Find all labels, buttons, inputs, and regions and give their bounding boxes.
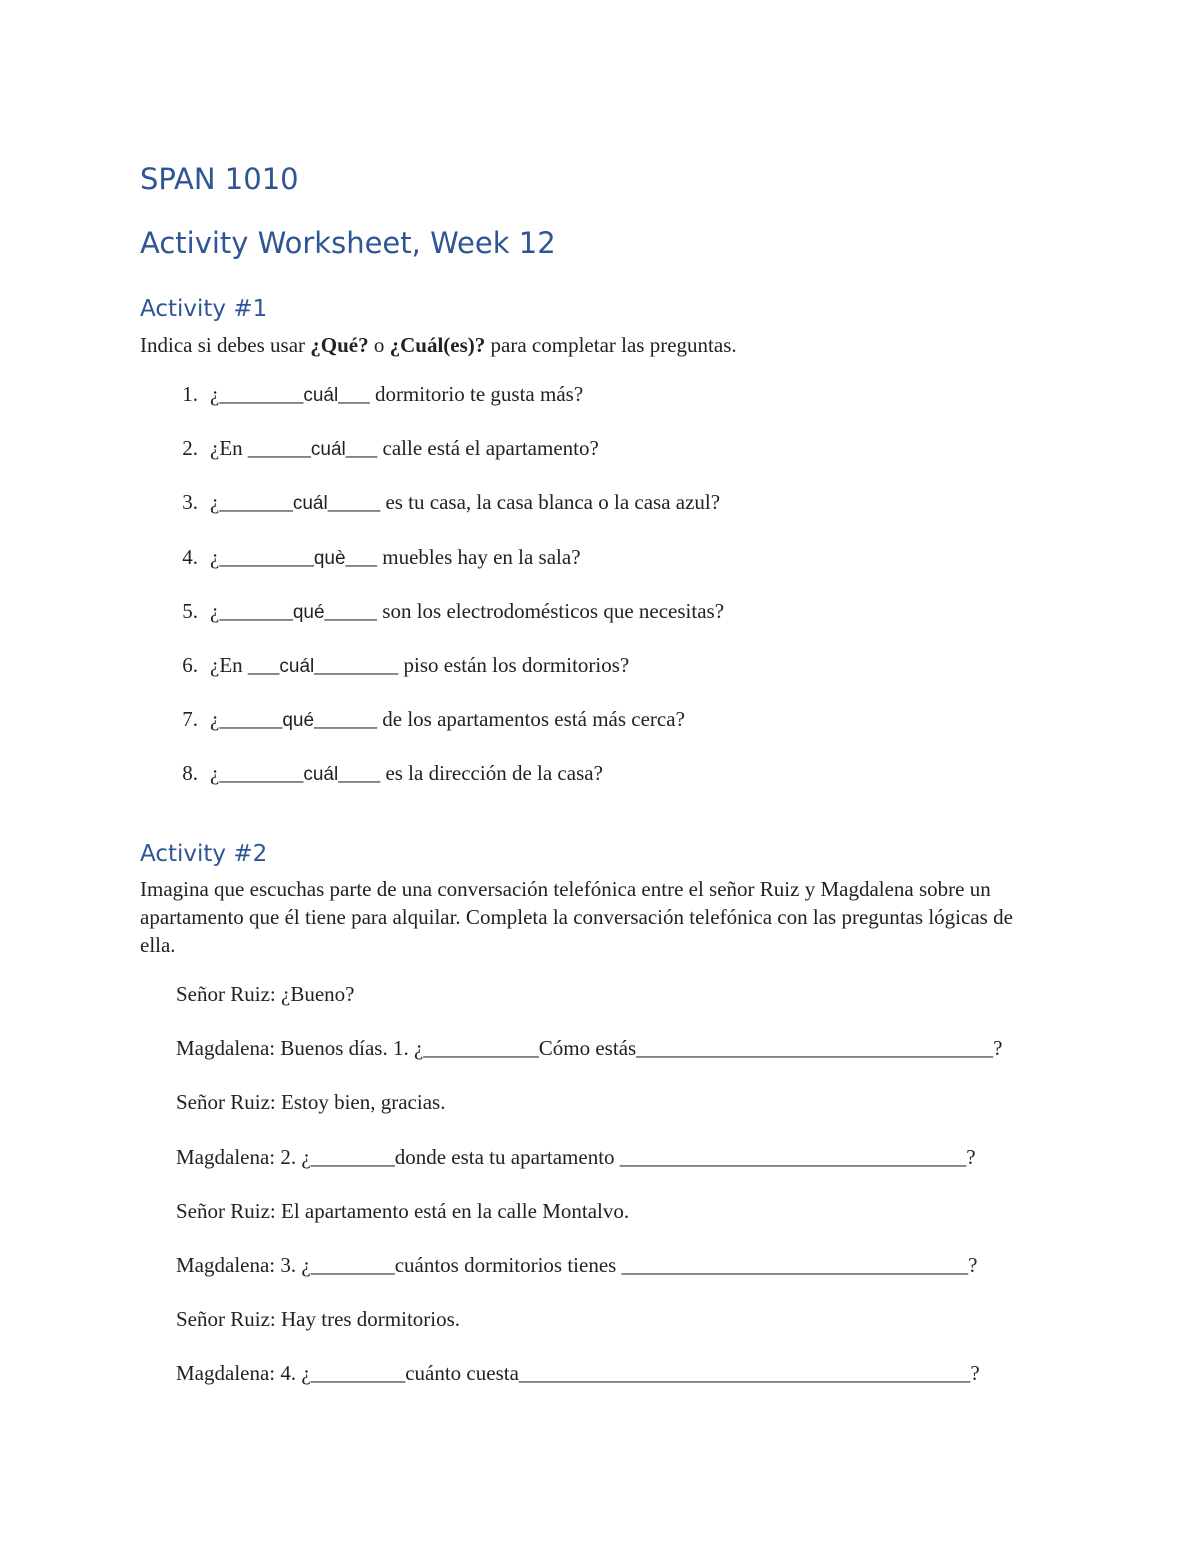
question-answer: què: [313, 547, 346, 569]
question-suffix: ______ de los apartamentos está más cerca?: [314, 707, 685, 732]
instruction-text: para completar las preguntas.: [485, 333, 737, 357]
dialogue-text: 2. ¿________donde esta tu apartamento _________________________________?: [275, 1144, 976, 1169]
question-answer: cuál: [279, 655, 315, 677]
activity2-instruction: Imagina que escuchas parte de una conversación telefónica entre el señor Ruiz y Magdalena sobre un apartamento que él tiene para alquilar. Completa la conversación telefónica con las preguntas lógicas de ella.: [140, 877, 1013, 957]
dialogue-text: Hay tres dormitorios.: [275, 1307, 461, 1332]
dialogue-line: [176, 1249, 1003, 1303]
question-answer: qué: [282, 710, 315, 732]
question-text: [210, 703, 685, 737]
dialogue-text: El apartamento está en la calle Montalvo.: [275, 1198, 630, 1223]
dialogue-text: 4. ¿_________cuánto cuesta___________________________________________?: [275, 1361, 980, 1386]
question-number: 6.: [182, 652, 198, 677]
question-answer: cuál: [310, 439, 346, 461]
question-text: [210, 757, 603, 791]
question-prefix: ¿________: [210, 382, 304, 406]
question-answer: cuál: [292, 493, 328, 515]
instruction-text: Indica si debes usar: [140, 333, 311, 357]
dialogue-line: [176, 1357, 1003, 1411]
question-number: 5.: [182, 598, 198, 623]
question-prefix: ¿_______: [210, 490, 293, 515]
speaker-name: Señor Ruiz:: [176, 1307, 276, 1332]
question-prefix: ¿_______: [210, 598, 293, 623]
question-suffix: ________ piso están los dormitorios?: [314, 652, 630, 677]
dialogue-line: [176, 978, 1003, 1032]
question-answer: qué: [292, 601, 325, 623]
question-prefix: ¿_________: [210, 544, 314, 569]
dialogue-text: 3. ¿________cuántos dormitorios tienes _________________________________?: [275, 1252, 978, 1277]
question-text: [210, 541, 581, 575]
dialogue-line: [176, 1141, 1003, 1195]
speaker-name: Magdalena:: [176, 1361, 276, 1386]
speaker-name: Señor Ruiz:: [176, 1198, 276, 1223]
question-prefix: ¿En ______: [210, 436, 311, 461]
question-text: [210, 595, 724, 629]
question-suffix: ___ muebles hay en la sala?: [345, 544, 581, 569]
course-title: SPAN 1010: [140, 162, 299, 196]
worksheet-page: [140, 0, 1060, 1553]
question-suffix: _____ son los electrodomésticos que necesitas?: [324, 598, 725, 623]
question-prefix: ¿________: [210, 761, 304, 786]
instruction-bold-cual: ¿Cuál(es)?: [389, 333, 486, 357]
speaker-name: Señor Ruiz:: [176, 982, 276, 1006]
question-suffix: _____ es tu casa, la casa blanca o la casa azul?: [327, 490, 721, 515]
instruction-text: o: [368, 333, 390, 357]
dialogue-line: [176, 1303, 1003, 1357]
dialogue: [176, 978, 1003, 1412]
dialogue-text: ¿Bueno?: [275, 982, 355, 1006]
activity1-instruction: [140, 331, 737, 359]
speaker-name: Señor Ruiz:: [176, 1090, 276, 1115]
worksheet-title: Activity Worksheet, Week 12: [140, 226, 556, 260]
question-number: 1.: [182, 382, 198, 406]
question-number: 3.: [182, 490, 198, 515]
dialogue-text: Buenos días. 1. ¿___________Cómo estás__________________________________?: [275, 1036, 1003, 1061]
activity1-heading: Activity #1: [140, 296, 268, 322]
dialogue-line: [176, 1195, 1003, 1249]
question-number: 4.: [182, 544, 198, 569]
question-text: [210, 432, 599, 466]
question-text: [210, 378, 583, 412]
question-suffix: ___ dormitorio te gusta más?: [338, 382, 584, 406]
activity2-heading: Activity #2: [140, 841, 268, 867]
speaker-name: Magdalena:: [176, 1036, 276, 1061]
dialogue-text: Estoy bien, gracias.: [275, 1090, 446, 1115]
question-number: 7.: [182, 707, 198, 732]
instruction-bold-que: ¿Qué?: [310, 333, 369, 357]
speaker-name: Magdalena:: [176, 1252, 276, 1277]
question-text: [210, 649, 629, 683]
question-prefix: ¿______: [210, 707, 283, 732]
speaker-name: Magdalena:: [176, 1144, 276, 1169]
dialogue-line: [176, 1032, 1003, 1086]
question-text: [210, 486, 720, 520]
question-prefix: ¿En ___: [210, 652, 280, 677]
question-answer: cuál: [303, 385, 339, 406]
question-number: 2.: [182, 436, 198, 461]
question-suffix: ____ es la dirección de la casa?: [338, 761, 603, 786]
question-answer: cuál: [303, 764, 339, 786]
question-number: 8.: [182, 761, 198, 786]
question-suffix: ___ calle está el apartamento?: [345, 436, 599, 461]
dialogue-line: [176, 1086, 1003, 1140]
